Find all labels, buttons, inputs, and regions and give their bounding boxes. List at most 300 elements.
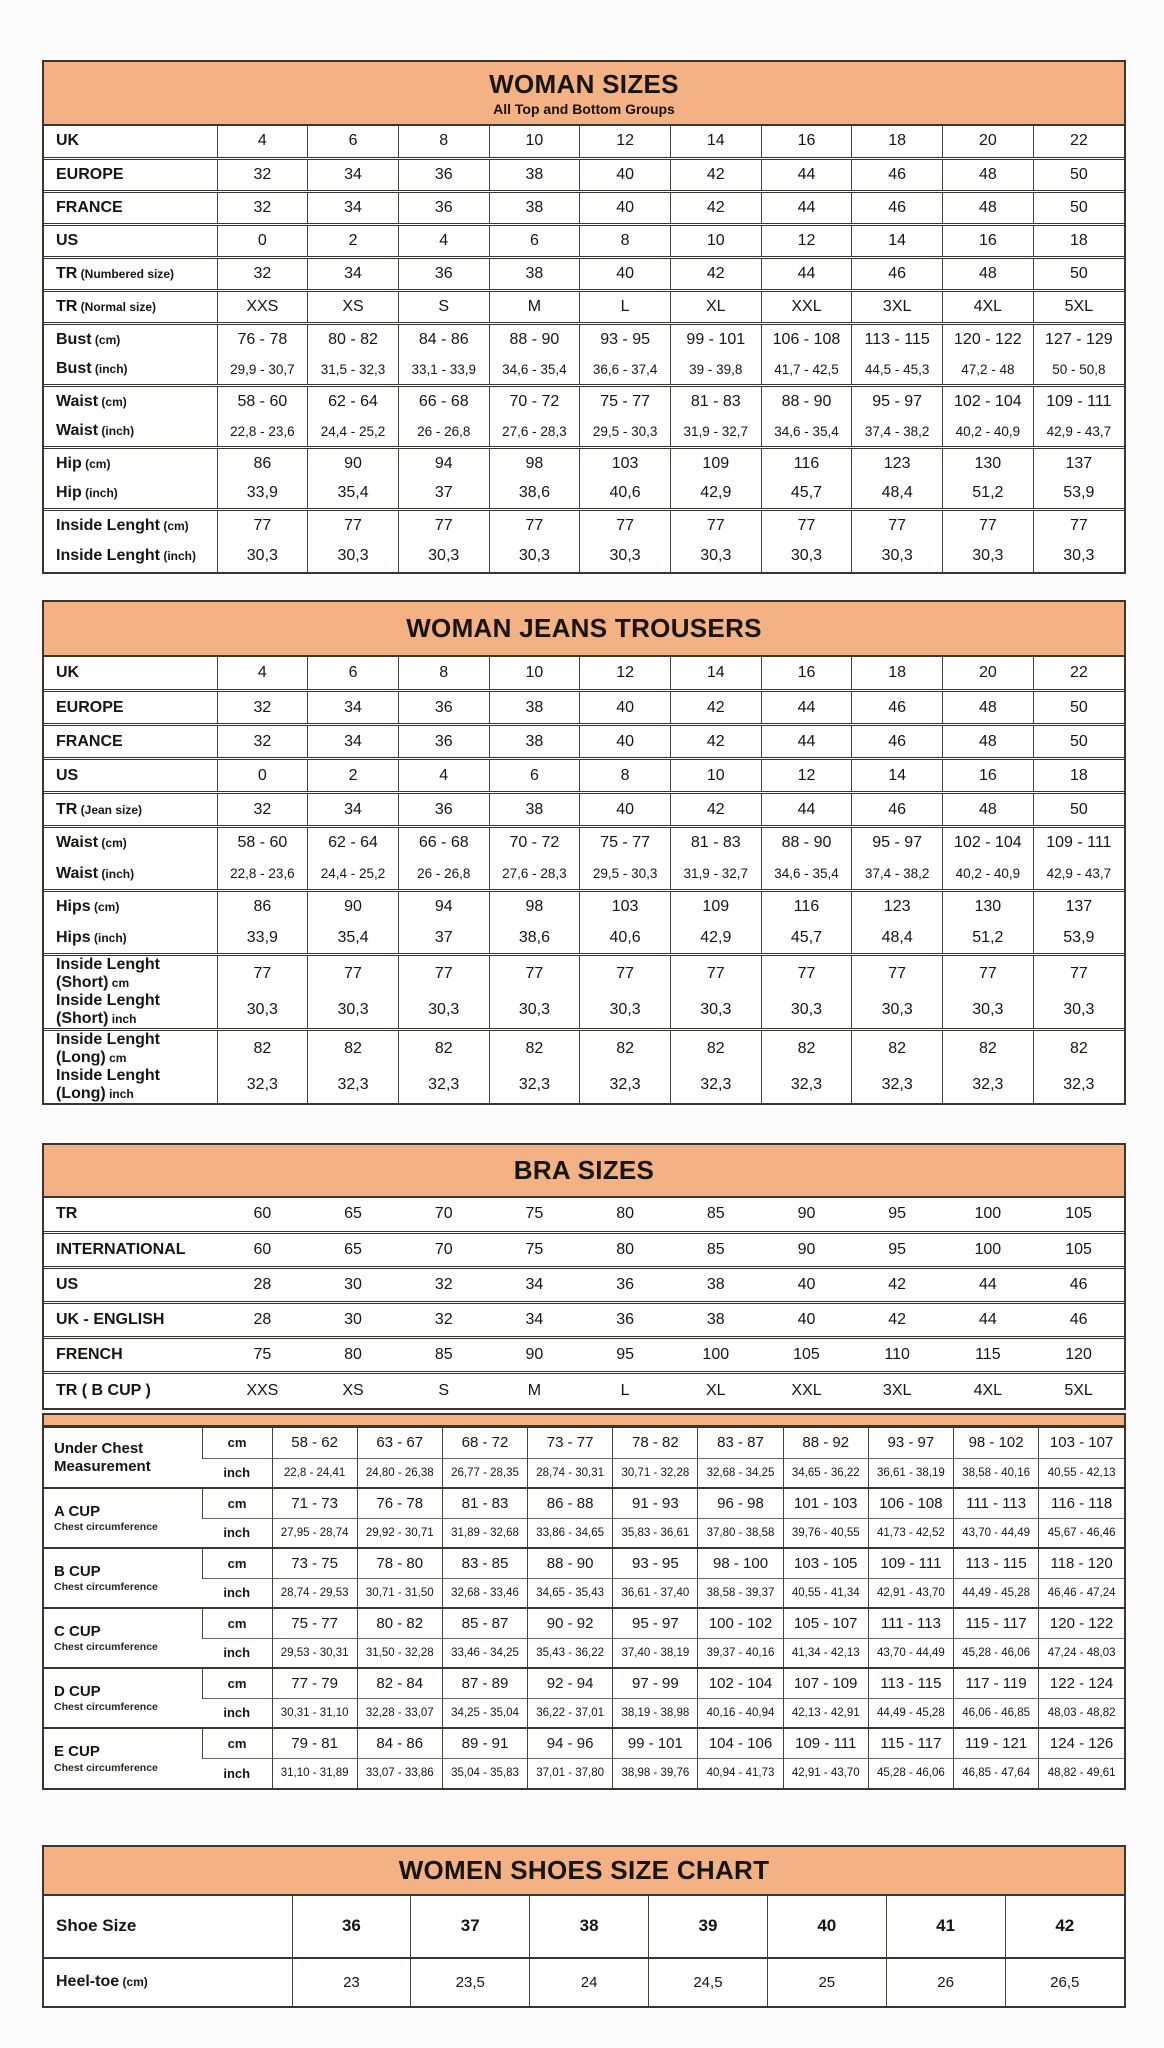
woman-jeans-title: WOMAN JEANS TROUSERS (406, 613, 762, 643)
cell-value: 77 (852, 510, 943, 541)
cell-value: 30,3 (852, 992, 943, 1030)
cell-value: 22 (1033, 126, 1124, 159)
unit-label: inch (202, 1578, 272, 1608)
row-label-small: (inch) (81, 486, 118, 501)
cell-value: 40 (580, 258, 671, 291)
cell-value: 42 (670, 159, 761, 192)
cell-value: 44 (761, 725, 852, 759)
unit-label: cm (202, 1728, 272, 1758)
row-label (44, 992, 217, 1030)
cell-value: 38 (489, 725, 580, 759)
row-label-small: (inch) (98, 424, 135, 439)
cell-value: 47,24 - 48,03 (1039, 1638, 1124, 1668)
cell-value: 53,9 (1033, 479, 1124, 510)
cell-value: 42 (1005, 1896, 1124, 1958)
cell-value: 92 - 94 (528, 1668, 613, 1698)
cup-label (44, 1428, 202, 1488)
cell-value: 44 (761, 159, 852, 192)
cell-value: 26,5 (1005, 1958, 1124, 2006)
cell-value: 4 (398, 225, 489, 258)
cell-value: 48,82 - 49,61 (1039, 1758, 1124, 1788)
table-row (44, 192, 1124, 225)
cell-value: 28,74 - 29,53 (272, 1578, 357, 1608)
cell-value: 106 - 108 (761, 324, 852, 355)
cell-value: 66 - 68 (398, 827, 489, 859)
cell-value: 37,80 - 38,58 (698, 1518, 783, 1548)
cell-value: 94 (398, 891, 489, 923)
table-row (44, 1067, 1124, 1103)
cell-value: 32 (398, 1303, 489, 1338)
cell-value: 44 (761, 192, 852, 225)
cell-value: 58 - 60 (217, 827, 308, 859)
row-label-small: cm (108, 976, 130, 991)
cell-value: 3XL (852, 1373, 943, 1408)
cell-value: 111 - 113 (954, 1488, 1039, 1518)
cell-value: 75 - 77 (580, 386, 671, 417)
cup-row (44, 1758, 1124, 1788)
cell-value: 41,7 - 42,5 (761, 355, 852, 386)
cell-value: 48 (943, 691, 1034, 725)
cell-value: 77 (761, 955, 852, 993)
cup-row (44, 1698, 1124, 1728)
table-row (44, 225, 1124, 258)
cell-value: 76 - 78 (357, 1488, 442, 1518)
table-row (44, 1373, 1124, 1408)
cell-value: 0 (217, 759, 308, 793)
cell-value: 44 (761, 691, 852, 725)
cell-value: 8 (398, 657, 489, 691)
cell-value: 38,6 (489, 479, 580, 510)
cell-value: 46 (1033, 1303, 1124, 1338)
row-label-small: (Jean size) (77, 802, 143, 817)
cell-value: 23 (292, 1958, 411, 2006)
cell-value: L (580, 1373, 671, 1408)
row-label (44, 923, 217, 955)
cell-value: 35,4 (308, 923, 399, 955)
row-label-small: inch (105, 1087, 134, 1102)
cell-value: 29,5 - 30,3 (580, 417, 671, 448)
cell-value: 107 - 109 (783, 1668, 868, 1698)
row-label-small: (inch) (90, 930, 127, 945)
cell-value: 130 (943, 448, 1034, 479)
cell-value: 35,83 - 36,61 (613, 1518, 698, 1548)
cell-value: 29,92 - 30,71 (357, 1518, 442, 1548)
cell-value: 23,5 (411, 1958, 530, 2006)
cell-value: 38,58 - 39,37 (698, 1578, 783, 1608)
cell-value: 117 - 119 (954, 1668, 1039, 1698)
row-label (44, 159, 217, 192)
cell-value: 26 - 26,8 (398, 417, 489, 448)
woman-jeans-table-card (42, 600, 1126, 1105)
cell-value: 66 - 68 (398, 386, 489, 417)
cell-value: 29,5 - 30,3 (580, 859, 671, 891)
table-row (44, 1303, 1124, 1338)
cell-value: 30,31 - 31,10 (272, 1698, 357, 1728)
cell-value: 47,2 - 48 (943, 355, 1034, 386)
row-label (44, 1268, 217, 1303)
cell-value: 48 (943, 192, 1034, 225)
cell-value: 50 (1033, 793, 1124, 827)
cell-value: 82 (489, 1030, 580, 1068)
cell-value: 137 (1033, 448, 1124, 479)
cell-value: XS (308, 1373, 399, 1408)
cell-value: 32,3 (943, 1067, 1034, 1103)
cell-value: 88 - 90 (761, 386, 852, 417)
bra-sizes-table-card (42, 1143, 1126, 1410)
cell-value: 32,3 (217, 1067, 308, 1103)
cell-value: 81 - 83 (670, 386, 761, 417)
cell-value: 40 (580, 691, 671, 725)
cup-row (44, 1728, 1124, 1758)
cell-value: 109 (670, 448, 761, 479)
cell-value: 124 - 126 (1039, 1728, 1124, 1758)
woman-sizes-title: WOMAN SIZES (489, 69, 679, 99)
cell-value: 38 (489, 793, 580, 827)
table-row (44, 386, 1124, 417)
cell-value: 41,73 - 42,52 (868, 1518, 953, 1548)
cell-value: 75 - 77 (580, 827, 671, 859)
cell-value: 110 (852, 1338, 943, 1373)
cell-value: 75 (489, 1233, 580, 1268)
cell-value: 48,4 (852, 923, 943, 955)
row-label-main: Waist (56, 864, 99, 882)
cup-row (44, 1578, 1124, 1608)
cell-value: 30,3 (489, 541, 580, 572)
cell-value: XL (670, 291, 761, 324)
cell-value: 14 (852, 759, 943, 793)
row-label (44, 386, 217, 417)
cell-value: 30,3 (217, 541, 308, 572)
cell-value: 8 (580, 225, 671, 258)
cell-value: 14 (670, 126, 761, 159)
cell-value: 99 - 101 (613, 1728, 698, 1758)
cell-value: 31,9 - 32,7 (670, 417, 761, 448)
cell-value: 40,55 - 42,13 (1039, 1458, 1124, 1488)
row-label-main: FRANCE (56, 732, 123, 750)
cell-value: 95 - 97 (852, 386, 943, 417)
cell-value: 95 - 97 (852, 827, 943, 859)
cell-value: 99 - 101 (670, 324, 761, 355)
cell-value: S (398, 291, 489, 324)
table-row (44, 126, 1124, 159)
cell-value: 103 - 107 (1039, 1428, 1124, 1458)
cell-value: 82 - 84 (357, 1668, 442, 1698)
cell-value: 31,9 - 32,7 (670, 859, 761, 891)
cell-value: 113 - 115 (954, 1548, 1039, 1578)
cell-value: 30,3 (943, 541, 1034, 572)
cell-value: 30,3 (308, 992, 399, 1030)
cell-value: 46,06 - 46,85 (954, 1698, 1039, 1728)
table-row (44, 1233, 1124, 1268)
cell-value: 73 - 77 (528, 1428, 613, 1458)
cell-value: 42,13 - 42,91 (783, 1698, 868, 1728)
cell-value: 102 - 104 (698, 1668, 783, 1698)
cell-value: 109 - 111 (868, 1548, 953, 1578)
woman-jeans-grid (44, 657, 1124, 1104)
cell-value: 93 - 97 (868, 1428, 953, 1458)
cup-label-main: E CUP (54, 1743, 100, 1761)
row-label-main: FRENCH (56, 1346, 123, 1364)
cell-value: 36 (580, 1268, 671, 1303)
row-label-main: US (56, 1276, 79, 1294)
row-label (44, 1233, 217, 1268)
cell-value: 44,49 - 45,28 (868, 1698, 953, 1728)
cell-value: 14 (670, 657, 761, 691)
cell-value: 98 - 102 (954, 1428, 1039, 1458)
cell-value: 105 - 107 (783, 1608, 868, 1638)
woman-jeans-header-band (44, 602, 1124, 657)
cell-value: 77 (670, 510, 761, 541)
cell-value: 40,16 - 40,94 (698, 1698, 783, 1728)
row-label-small: (cm) (91, 332, 121, 347)
cell-value: 33,86 - 34,65 (528, 1518, 613, 1548)
cell-value: 46 (852, 159, 943, 192)
cell-value: 44 (943, 1268, 1034, 1303)
cell-value: 80 - 82 (308, 324, 399, 355)
cell-value: 43,70 - 44,49 (954, 1518, 1039, 1548)
cell-value: 109 - 111 (783, 1728, 868, 1758)
cell-value: 40,2 - 40,9 (943, 417, 1034, 448)
cup-row (44, 1608, 1124, 1638)
cell-value: 34 (308, 192, 399, 225)
cell-value: 109 (670, 891, 761, 923)
row-label (44, 225, 217, 258)
cell-value: 77 (398, 955, 489, 993)
cell-value: 88 - 90 (528, 1548, 613, 1578)
cell-value: 34 (308, 725, 399, 759)
cell-value: 98 (489, 448, 580, 479)
cell-value: 33,46 - 34,25 (442, 1638, 527, 1668)
cell-value: 116 (761, 448, 852, 479)
cell-value: 38,58 - 40,16 (954, 1458, 1039, 1488)
cell-value: 95 - 97 (613, 1608, 698, 1638)
bra-sizes-grid (44, 1198, 1124, 1408)
cell-value: 50 (1033, 258, 1124, 291)
cell-value: 75 (217, 1338, 308, 1373)
cell-value: 38,6 (489, 923, 580, 955)
table-row (44, 691, 1124, 725)
cell-value: 20 (943, 126, 1034, 159)
cell-value: 90 (308, 891, 399, 923)
cell-value: 100 - 102 (698, 1608, 783, 1638)
cell-value: 40,94 - 41,73 (698, 1758, 783, 1788)
cell-value: 34 (489, 1303, 580, 1338)
cell-value: 46 (852, 725, 943, 759)
cell-value: 38,19 - 38,98 (613, 1698, 698, 1728)
cell-value: 38 (670, 1268, 761, 1303)
bra-cups-table-card (42, 1426, 1126, 1790)
row-label (44, 1067, 217, 1103)
cell-value: 29,9 - 30,7 (217, 355, 308, 386)
cell-value: 37,4 - 38,2 (852, 417, 943, 448)
cell-value: 42 (670, 691, 761, 725)
cell-value: 5XL (1033, 1373, 1124, 1408)
cell-value: 120 - 122 (943, 324, 1034, 355)
cell-value: 77 - 79 (272, 1668, 357, 1698)
cell-value: M (489, 291, 580, 324)
table-row (44, 793, 1124, 827)
table-row (44, 1896, 1124, 1958)
cell-value: 44,5 - 45,3 (852, 355, 943, 386)
cell-value: XS (308, 291, 399, 324)
cup-label-main: D CUP (54, 1682, 101, 1700)
cell-value: 93 - 95 (580, 324, 671, 355)
table-row (44, 541, 1124, 572)
cell-value: 39,37 - 40,16 (698, 1638, 783, 1668)
cell-value: 51,2 (943, 479, 1034, 510)
row-label-main: UK (56, 132, 80, 150)
cell-value: 105 (1033, 1233, 1124, 1268)
cell-value: 48 (943, 159, 1034, 192)
cell-value: 77 (943, 955, 1034, 993)
cell-value: 38 (489, 159, 580, 192)
bra-sizes-header-band (44, 1145, 1124, 1198)
cell-value: 2 (308, 225, 399, 258)
table-row (44, 955, 1124, 993)
row-label-main: UK (56, 663, 80, 681)
table-row (44, 1198, 1124, 1233)
row-label-main: Hips (56, 928, 91, 946)
cell-value: XXS (217, 1373, 308, 1408)
unit-label: inch (202, 1758, 272, 1788)
cell-value: 44 (943, 1303, 1034, 1338)
cell-value: 82 (398, 1030, 489, 1068)
cell-value: 70 - 72 (489, 827, 580, 859)
cup-row (44, 1458, 1124, 1488)
table-row (44, 159, 1124, 192)
cell-value: 32,3 (1033, 1067, 1124, 1103)
cell-value: 0 (217, 225, 308, 258)
cell-value: 42,9 (670, 479, 761, 510)
cell-value: 37 (398, 479, 489, 510)
cell-value: 50 (1033, 192, 1124, 225)
cell-value: 50 (1033, 725, 1124, 759)
cell-value: 98 - 100 (698, 1548, 783, 1578)
cell-value: 38 (489, 691, 580, 725)
table-row (44, 291, 1124, 324)
cell-value: 65 (344, 1205, 362, 1223)
cell-value: 30,3 (580, 992, 671, 1030)
cell-value: 16 (761, 126, 852, 159)
unit-label: inch (202, 1638, 272, 1668)
row-label-main: Inside Lenght (Short) (56, 992, 160, 1028)
row-label (44, 1198, 217, 1233)
cell-value: 90 (489, 1338, 580, 1373)
table-row (44, 1958, 1124, 2006)
orange-divider-strip (42, 1413, 1126, 1427)
cell-value: 120 - 122 (1039, 1608, 1124, 1638)
cell-value: 31,10 - 31,89 (272, 1758, 357, 1788)
cell-value: 77 (852, 955, 943, 993)
cell-value: 32,3 (852, 1067, 943, 1103)
cell-value: 118 - 120 (1039, 1548, 1124, 1578)
cell-value: 50 (1033, 159, 1124, 192)
row-label-small: inch (108, 1012, 137, 1027)
cell-value: 37,01 - 37,80 (528, 1758, 613, 1788)
row-label-main: US (56, 232, 79, 250)
row-label (44, 510, 217, 541)
cell-value: 30,3 (398, 541, 489, 572)
cell-value: 90 (761, 1233, 852, 1268)
row-label-main: TR (56, 800, 78, 818)
cell-value: 34,25 - 35,04 (442, 1698, 527, 1728)
table-row (44, 891, 1124, 923)
cell-value: 8 (398, 126, 489, 159)
cell-value: 90 (797, 1205, 816, 1223)
cell-value: 26 (886, 1958, 1005, 2006)
cell-value: 70 - 72 (489, 386, 580, 417)
row-label (44, 725, 217, 759)
cell-value: 34 (308, 159, 399, 192)
cell-value: 4 (217, 126, 308, 159)
cell-value: 4XL (943, 291, 1034, 324)
cell-value: 48 (943, 258, 1034, 291)
cell-value: 30,3 (580, 541, 671, 572)
cell-value: 24,80 - 26,38 (357, 1458, 442, 1488)
unit-label: cm (202, 1608, 272, 1638)
cell-value: 10 (489, 126, 580, 159)
cell-value: 87 - 89 (442, 1668, 527, 1698)
cup-row (44, 1638, 1124, 1668)
row-label-small: (cm) (119, 1975, 148, 1990)
woman-sizes-grid (44, 126, 1124, 572)
cell-value: 12 (580, 126, 671, 159)
cell-value: 80 (616, 1205, 634, 1223)
cell-value: 34 (308, 691, 399, 725)
row-label-main: Waist (56, 422, 99, 440)
cell-value: 41 (886, 1896, 1005, 1958)
cell-value: 77 (398, 510, 489, 541)
row-label (44, 1373, 217, 1408)
cell-value: 75 (525, 1205, 544, 1223)
cell-value: 84 - 86 (398, 324, 489, 355)
cell-value: 82 (761, 1030, 852, 1068)
cell-value: 36,61 - 38,19 (868, 1458, 953, 1488)
cell-value: 123 (852, 891, 943, 923)
cell-value: 32 (217, 691, 308, 725)
cell-value: 46 (852, 691, 943, 725)
cell-value: 24,5 (649, 1958, 768, 2006)
cell-value: 22,8 - 24,41 (272, 1458, 357, 1488)
cell-value: 70 (434, 1205, 453, 1223)
cell-value: 30,71 - 32,28 (613, 1458, 698, 1488)
cell-value: 6 (489, 759, 580, 793)
cell-value: 30,3 (217, 992, 308, 1030)
table-row (44, 479, 1124, 510)
cell-value: 34,6 - 35,4 (489, 355, 580, 386)
woman-sizes-subtitle: All Top and Bottom Groups (493, 100, 675, 117)
cup-label (44, 1488, 202, 1548)
cell-value: S (398, 1373, 489, 1408)
cup-label-sub: Chest circumference (54, 1761, 158, 1774)
cell-value: 115 (943, 1338, 1034, 1373)
cell-value: M (489, 1373, 580, 1408)
cell-value: 10 (489, 657, 580, 691)
cell-value: 77 (489, 510, 580, 541)
cell-value: 38 (489, 258, 580, 291)
row-label-main: Heel-toe (56, 1973, 120, 1991)
cell-value: 42,9 - 43,7 (1033, 859, 1124, 891)
cell-value: 40,2 - 40,9 (943, 859, 1034, 891)
row-label-small: (cm) (160, 518, 189, 533)
cell-value: 58 - 62 (272, 1428, 357, 1458)
cell-value: 86 (217, 448, 308, 479)
cell-value: 85 (398, 1338, 489, 1373)
cell-value: 77 (1033, 955, 1124, 993)
cell-value: 6 (489, 225, 580, 258)
cell-value: 28 (217, 1303, 308, 1338)
cell-value: 88 - 90 (489, 324, 580, 355)
